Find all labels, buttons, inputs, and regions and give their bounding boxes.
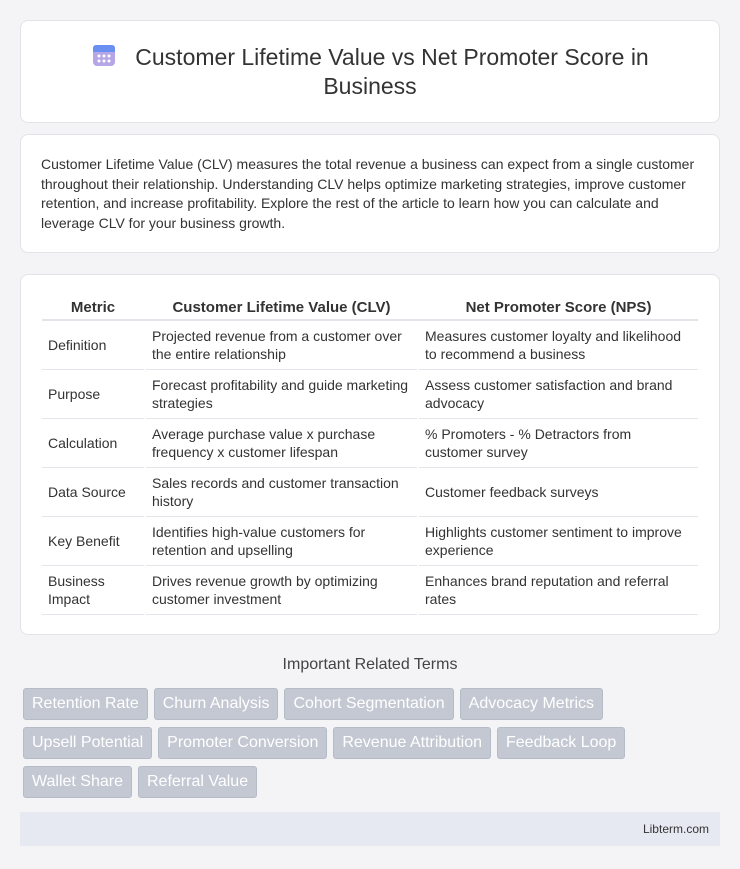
page-title <box>61 42 679 101</box>
metric-cell: Data Source <box>42 467 145 516</box>
table-row <box>42 418 698 467</box>
table-row <box>42 467 698 516</box>
page-title-text: Customer Lifetime Value vs Net Promoter Score in Business <box>135 44 649 99</box>
related-term-tag[interactable]: Promoter Conversion <box>158 727 327 759</box>
comparison-table <box>42 295 698 615</box>
metric-cell: Purpose <box>42 369 145 418</box>
table-row <box>42 516 698 565</box>
metric-cell: Key Benefit <box>42 516 145 565</box>
intro-text: Customer Lifetime Value (CLV) measures the total revenue a business can expect from a single customer throughout their relationship. Understanding CLV helps optimize marketing strategies, improve customer retention, and increase profitability. Explore the rest of the article to learn how you can calculate and leverage CLV for your business growth. <box>41 156 695 231</box>
column-header-metric: Metric <box>42 295 145 320</box>
clv-cell: Forecast profitability and guide marketing strategies <box>145 369 418 418</box>
nps-cell: % Promoters - % Detractors from customer survey <box>418 418 698 467</box>
footer-site-link[interactable]: Libterm.com <box>642 822 709 836</box>
related-term-tag[interactable]: Advocacy Metrics <box>460 688 603 720</box>
intro-card <box>20 134 720 253</box>
nps-cell: Highlights customer sentiment to improve experience <box>418 516 698 565</box>
related-terms-list <box>20 688 720 798</box>
nps-cell: Enhances brand reputation and referral rates <box>418 565 698 614</box>
related-terms-heading: Important Related Terms <box>282 656 458 673</box>
related-term-tag[interactable]: Cohort Segmentation <box>284 688 453 720</box>
clv-cell: Sales records and customer transaction history <box>145 467 418 516</box>
related-term-tag[interactable]: Retention Rate <box>23 688 148 720</box>
related-term-tag[interactable]: Revenue Attribution <box>333 727 491 759</box>
metric-cell: Definition <box>42 320 145 369</box>
related-term-tag[interactable]: Upsell Potential <box>23 727 152 759</box>
metric-cell: Business Impact <box>42 565 145 614</box>
clv-cell: Average purchase value x purchase frequency x customer lifespan <box>145 418 418 467</box>
clv-cell: Identifies high-value customers for retention and upselling <box>145 516 418 565</box>
title-card <box>20 20 720 123</box>
nps-cell: Measures customer loyalty and likelihood to recommend a business <box>418 320 698 369</box>
comparison-card <box>20 274 720 635</box>
related-term-tag[interactable]: Wallet Share <box>23 766 132 798</box>
related-term-tag[interactable]: Referral Value <box>138 766 257 798</box>
calendar-icon <box>91 42 117 68</box>
table-row <box>42 369 698 418</box>
related-term-tag[interactable]: Churn Analysis <box>154 688 279 720</box>
table-header-row <box>42 295 698 320</box>
column-header-clv: Customer Lifetime Value (CLV) <box>145 295 418 320</box>
nps-cell: Customer feedback surveys <box>418 467 698 516</box>
footer <box>20 812 720 846</box>
related-term-tag[interactable]: Feedback Loop <box>497 727 625 759</box>
clv-cell: Projected revenue from a customer over the entire relationship <box>145 320 418 369</box>
table-row <box>42 565 698 614</box>
nps-cell: Assess customer satisfaction and brand advocacy <box>418 369 698 418</box>
metric-cell: Calculation <box>42 418 145 467</box>
clv-cell: Drives revenue growth by optimizing customer investment <box>145 565 418 614</box>
column-header-nps: Net Promoter Score (NPS) <box>418 295 698 320</box>
table-row <box>42 320 698 369</box>
